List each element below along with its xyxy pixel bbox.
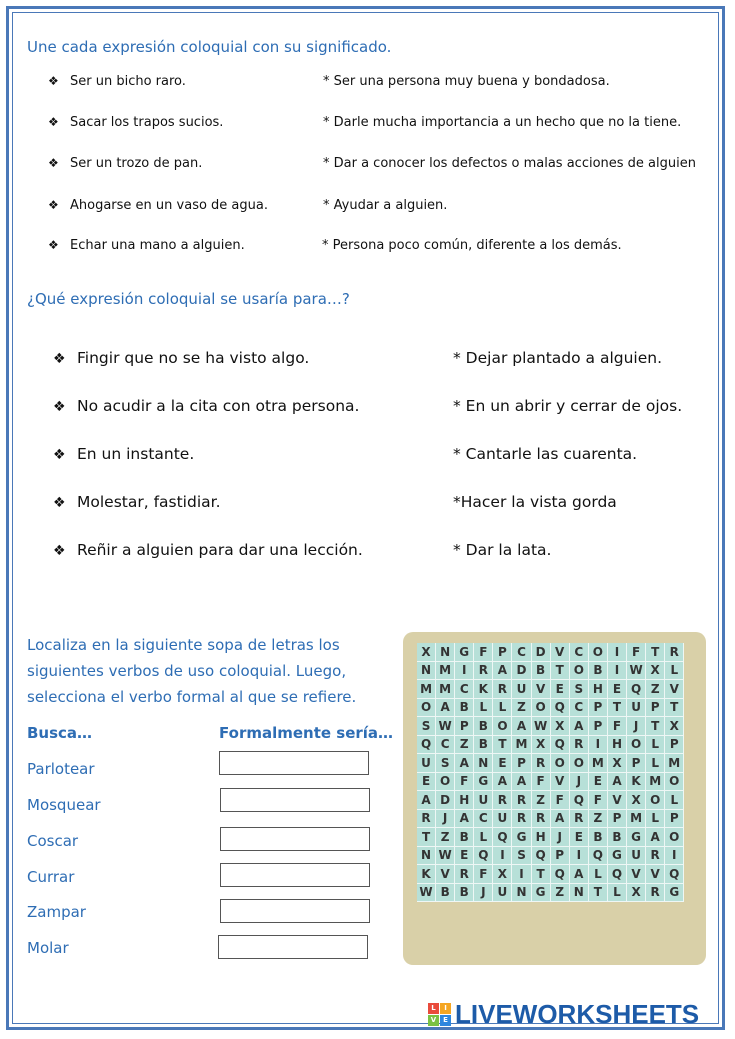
wordsearch-cell[interactable]: X [608, 754, 627, 773]
wordsearch-cell[interactable]: G [627, 828, 646, 847]
wordsearch-cell[interactable]: U [627, 847, 646, 866]
wordsearch-cell[interactable]: P [646, 699, 665, 718]
section1-left-item: ❖ Ser un bicho raro. [48, 74, 186, 89]
wordsearch-cell[interactable]: R [512, 810, 531, 829]
section1-right-item: * Dar a conocer los defectos o malas acciones de alguien [323, 156, 696, 171]
wordsearch-cell[interactable]: M [436, 680, 455, 699]
wordsearch-cell[interactable]: A [493, 773, 512, 792]
wordsearch-cell[interactable]: O [493, 717, 512, 736]
word-label-mosquear: Mosquear [27, 796, 101, 814]
wordsearch-cell[interactable]: V [551, 643, 570, 662]
wordsearch-cell[interactable]: U [627, 699, 646, 718]
wordsearch-cell[interactable]: L [474, 828, 493, 847]
wordsearch-cell[interactable]: Q [627, 680, 646, 699]
wordsearch-cell[interactable]: J [436, 810, 455, 829]
wordsearch-cell[interactable]: K [417, 865, 436, 884]
wordsearch-cell[interactable]: J [551, 828, 570, 847]
wordsearch-cell[interactable]: T [665, 699, 684, 718]
wordsearch-cell[interactable]: M [436, 662, 455, 681]
wordsearch-cell[interactable]: U [512, 680, 531, 699]
wordsearch-cell[interactable]: E [455, 847, 474, 866]
wordsearch-cell[interactable]: T [493, 736, 512, 755]
wordsearch-cell[interactable]: W [627, 662, 646, 681]
wordsearch-cell[interactable]: P [455, 717, 474, 736]
answer-select-mosquear[interactable] [220, 788, 370, 812]
diamond-bullet-icon: ❖ [48, 115, 59, 129]
wordsearch-cell[interactable]: W [436, 847, 455, 866]
wordsearch-cell[interactable]: I [608, 643, 627, 662]
wordsearch-panel [403, 632, 706, 965]
wordsearch-cell[interactable]: P [512, 754, 531, 773]
wordsearch-cell[interactable]: G [532, 884, 551, 903]
wordsearch-cell[interactable]: U [493, 884, 512, 903]
section3-instructions-line: selecciona el verbo formal al que se refiere. [27, 688, 357, 706]
wordsearch-cell[interactable]: N [417, 662, 436, 681]
wordsearch-cell[interactable]: L [646, 754, 665, 773]
wordsearch-cell[interactable]: X [551, 717, 570, 736]
wordsearch-cell[interactable]: V [646, 865, 665, 884]
logo-icon-letter: I [440, 1003, 451, 1014]
wordsearch-cell[interactable]: X [627, 791, 646, 810]
answer-select-currar[interactable] [220, 863, 370, 887]
wordsearch-cell[interactable]: W [417, 884, 436, 903]
wordsearch-cell[interactable]: B [474, 736, 493, 755]
answer-select-coscar[interactable] [220, 827, 370, 851]
wordsearch-cell[interactable]: A [455, 810, 474, 829]
wordsearch-cell[interactable]: S [570, 680, 589, 699]
wordsearch-cell[interactable]: O [417, 699, 436, 718]
wordsearch-cell[interactable]: H [455, 791, 474, 810]
section2-right-item: * Dar la lata. [453, 541, 552, 559]
wordsearch-cell[interactable]: E [417, 773, 436, 792]
wordsearch-cell[interactable]: I [665, 847, 684, 866]
wordsearch-cell[interactable]: X [627, 884, 646, 903]
diamond-bullet-icon: ❖ [53, 447, 66, 463]
wordsearch-cell[interactable]: F [455, 773, 474, 792]
wordsearch-cell[interactable]: A [455, 754, 474, 773]
wordsearch-cell[interactable]: P [551, 847, 570, 866]
wordsearch-cell[interactable]: Q [589, 847, 608, 866]
wordsearch-cell[interactable]: B [436, 884, 455, 903]
wordsearch-cell[interactable]: L [665, 662, 684, 681]
wordsearch-cell[interactable]: R [532, 810, 551, 829]
wordsearch-cell[interactable]: F [608, 717, 627, 736]
wordsearch-cell[interactable]: M [665, 754, 684, 773]
wordsearch-cell[interactable]: G [512, 828, 531, 847]
wordsearch-cell[interactable]: C [436, 736, 455, 755]
wordsearch-cell[interactable]: A [493, 662, 512, 681]
wordsearch-cell[interactable]: B [455, 828, 474, 847]
wordsearch-cell[interactable]: V [627, 865, 646, 884]
logo-icon-letter: E [440, 1015, 451, 1026]
section2-left-item: ❖ Reñir a alguien para dar una lección. [53, 541, 363, 559]
wordsearch-cell[interactable]: F [627, 643, 646, 662]
wordsearch-cell[interactable]: Q [493, 828, 512, 847]
word-label-zampar: Zampar [27, 903, 86, 921]
wordsearch-cell[interactable]: D [436, 791, 455, 810]
wordsearch-cell[interactable]: C [570, 699, 589, 718]
wordsearch-cell[interactable]: R [646, 847, 665, 866]
wordsearch-cell[interactable]: C [512, 643, 531, 662]
wordsearch-cell[interactable]: G [474, 773, 493, 792]
wordsearch-cell[interactable]: M [646, 773, 665, 792]
wordsearch-cell[interactable]: H [532, 828, 551, 847]
wordsearch-cell[interactable]: P [665, 736, 684, 755]
answer-select-molar[interactable] [218, 935, 368, 959]
diamond-bullet-icon: ❖ [53, 495, 66, 511]
wordsearch-cell[interactable]: P [608, 810, 627, 829]
wordsearch-cell[interactable]: N [512, 884, 531, 903]
wordsearch-cell[interactable]: V [551, 773, 570, 792]
wordsearch-cell[interactable]: E [589, 773, 608, 792]
section1-right-item: * Darle mucha importancia a un hecho que no la tiene. [323, 115, 682, 130]
wordsearch-cell[interactable]: G [665, 884, 684, 903]
wordsearch-cell[interactable]: R [665, 643, 684, 662]
wordsearch-cell[interactable]: Q [665, 865, 684, 884]
wordsearch-cell[interactable]: J [474, 884, 493, 903]
wordsearch-cell[interactable]: E [551, 680, 570, 699]
wordsearch-cell[interactable]: L [665, 791, 684, 810]
section1-right-item: * Persona poco común, diferente a los demás. [322, 238, 622, 253]
wordsearch-cell[interactable]: P [627, 754, 646, 773]
wordsearch-cell[interactable]: O [532, 699, 551, 718]
wordsearch-cell[interactable]: I [493, 847, 512, 866]
wordsearch-cell[interactable]: J [570, 773, 589, 792]
section1-left-item: ❖ Echar una mano a alguien. [48, 238, 245, 253]
word-label-parlotear: Parlotear [27, 760, 95, 778]
wordsearch-cell[interactable]: W [532, 717, 551, 736]
wordsearch-cell[interactable]: P [589, 699, 608, 718]
diamond-bullet-icon: ❖ [48, 74, 59, 88]
section2-title: ¿Qué expresión coloquial se usaría para…? [27, 290, 350, 308]
wordsearch-cell[interactable]: V [608, 791, 627, 810]
wordsearch-cell[interactable]: Q [532, 847, 551, 866]
wordsearch-cell[interactable]: C [455, 680, 474, 699]
wordsearch-cell[interactable]: Z [589, 810, 608, 829]
wordsearch-cell[interactable]: E [493, 754, 512, 773]
wordsearch-cell[interactable]: V [665, 680, 684, 699]
wordsearch-cell[interactable]: R [493, 680, 512, 699]
section3-instructions-line: siguientes verbos de uso coloquial. Luego, [27, 662, 347, 680]
diamond-bullet-icon: ❖ [53, 543, 66, 559]
wordsearch-cell[interactable]: C [570, 643, 589, 662]
liveworksheets-logo-icon [428, 1003, 451, 1026]
wordsearch-cell[interactable]: I [589, 736, 608, 755]
wordsearch-cell[interactable]: R [512, 791, 531, 810]
wordsearch-cell[interactable]: X [532, 736, 551, 755]
section2-left-item: ❖ Molestar, fastidiar. [53, 493, 221, 511]
wordsearch-cell[interactable]: G [608, 847, 627, 866]
wordsearch-cell[interactable]: R [493, 791, 512, 810]
wordsearch-cell[interactable]: A [436, 699, 455, 718]
word-label-coscar: Coscar [27, 832, 79, 850]
wordsearch-cell[interactable]: F [532, 773, 551, 792]
wordsearch-cell[interactable]: A [570, 717, 589, 736]
wordsearch-cell[interactable]: T [646, 643, 665, 662]
wordsearch-cell[interactable]: B [455, 699, 474, 718]
wordsearch-cell[interactable]: Z [646, 680, 665, 699]
wordsearch-cell[interactable]: M [627, 810, 646, 829]
wordsearch-cell[interactable]: F [589, 791, 608, 810]
section1-right-item: * Ser una persona muy buena y bondadosa. [323, 74, 610, 89]
section2-left-item: ❖ Fingir que no se ha visto algo. [53, 349, 310, 367]
wordsearch-cell[interactable]: N [417, 847, 436, 866]
logo-icon-letter: L [428, 1003, 439, 1014]
wordsearch-cell[interactable]: P [665, 810, 684, 829]
wordsearch-cell[interactable]: B [589, 662, 608, 681]
wordsearch-cell[interactable]: V [436, 865, 455, 884]
section2-left-item: ❖ En un instante. [53, 445, 195, 463]
wordsearch-cell[interactable]: T [589, 884, 608, 903]
wordsearch-cell[interactable]: A [512, 717, 531, 736]
wordsearch-cell[interactable]: N [570, 884, 589, 903]
wordsearch-cell[interactable]: A [646, 828, 665, 847]
wordsearch-cell[interactable]: A [570, 865, 589, 884]
wordsearch-cell[interactable]: M [417, 680, 436, 699]
wordsearch-cell[interactable]: K [627, 773, 646, 792]
answer-select-zampar[interactable] [220, 899, 370, 923]
wordsearch-cell[interactable]: I [455, 662, 474, 681]
section1-left-item: ❖ Ahogarse en un vaso de agua. [48, 198, 268, 213]
wordsearch-cell[interactable]: U [417, 754, 436, 773]
wordsearch-cell[interactable]: Q [551, 865, 570, 884]
wordsearch-cell[interactable]: B [474, 717, 493, 736]
diamond-bullet-icon: ❖ [48, 238, 59, 252]
wordsearch-cell[interactable]: A [417, 791, 436, 810]
wordsearch-cell[interactable]: Z [512, 699, 531, 718]
wordsearch-cell[interactable]: X [665, 717, 684, 736]
section3-instructions-line: Localiza en la siguiente sopa de letras los [27, 636, 340, 654]
section1-title: Une cada expresión coloquial con su significado. [27, 38, 392, 56]
wordsearch-cell[interactable]: N [436, 643, 455, 662]
wordsearch-cell[interactable]: B [455, 884, 474, 903]
wordsearch-grid [417, 643, 684, 902]
wordsearch-cell[interactable]: B [608, 828, 627, 847]
wordsearch-cell[interactable]: O [551, 754, 570, 773]
wordsearch-cell[interactable]: I [512, 865, 531, 884]
wordsearch-cell[interactable]: T [551, 662, 570, 681]
wordsearch-cell[interactable]: O [646, 791, 665, 810]
diamond-bullet-icon: ❖ [53, 351, 66, 367]
wordsearch-cell[interactable]: L [474, 699, 493, 718]
wordsearch-cell[interactable]: R [570, 810, 589, 829]
wordsearch-cell[interactable]: F [551, 791, 570, 810]
wordsearch-cell[interactable]: Z [551, 884, 570, 903]
wordsearch-cell[interactable]: S [417, 717, 436, 736]
wordsearch-cell[interactable]: O [436, 773, 455, 792]
wordsearch-cell[interactable]: A [551, 810, 570, 829]
wordsearch-cell[interactable]: R [474, 662, 493, 681]
wordsearch-cell[interactable]: Q [474, 847, 493, 866]
wordsearch-cell[interactable]: O [570, 754, 589, 773]
diamond-bullet-icon: ❖ [53, 399, 66, 415]
wordsearch-cell[interactable]: L [589, 865, 608, 884]
wordsearch-cell[interactable]: R [570, 736, 589, 755]
col-header-formal: Formalmente sería… [219, 724, 394, 742]
wordsearch-cell[interactable]: D [512, 662, 531, 681]
wordsearch-cell[interactable]: U [493, 810, 512, 829]
wordsearch-cell[interactable]: E [570, 828, 589, 847]
wordsearch-cell[interactable]: Q [608, 865, 627, 884]
wordsearch-cell[interactable]: R [455, 865, 474, 884]
logo-icon-letter: V [428, 1015, 439, 1026]
wordsearch-cell[interactable]: V [532, 680, 551, 699]
col-header-search: Busca… [27, 724, 93, 742]
wordsearch-cell[interactable]: O [665, 773, 684, 792]
section2-right-item: * Dejar plantado a alguien. [453, 349, 663, 367]
wordsearch-cell[interactable]: H [608, 736, 627, 755]
wordsearch-cell[interactable]: P [589, 717, 608, 736]
liveworksheets-logo [428, 998, 699, 1030]
wordsearch-cell[interactable]: P [493, 643, 512, 662]
wordsearch-cell[interactable]: A [512, 773, 531, 792]
wordsearch-cell[interactable]: F [474, 865, 493, 884]
wordsearch-cell[interactable]: Z [436, 828, 455, 847]
wordsearch-cell[interactable]: X [646, 662, 665, 681]
wordsearch-cell[interactable]: L [608, 884, 627, 903]
wordsearch-cell[interactable]: O [589, 643, 608, 662]
wordsearch-cell[interactable]: K [474, 680, 493, 699]
wordsearch-cell[interactable]: I [570, 847, 589, 866]
diamond-bullet-icon: ❖ [48, 156, 59, 170]
wordsearch-cell[interactable]: T [608, 699, 627, 718]
wordsearch-cell[interactable]: S [436, 754, 455, 773]
wordsearch-cell[interactable]: A [608, 773, 627, 792]
wordsearch-cell[interactable]: Q [551, 736, 570, 755]
wordsearch-cell[interactable]: C [474, 810, 493, 829]
wordsearch-cell[interactable]: O [627, 736, 646, 755]
wordsearch-cell[interactable]: X [493, 865, 512, 884]
answer-select-parlotear[interactable] [219, 751, 369, 775]
wordsearch-cell[interactable]: G [455, 643, 474, 662]
section2-right-item: *Hacer la vista gorda [453, 493, 617, 511]
wordsearch-cell[interactable]: Z [532, 791, 551, 810]
word-label-molar: Molar [27, 939, 69, 957]
wordsearch-cell[interactable]: W [436, 717, 455, 736]
wordsearch-cell[interactable]: T [532, 865, 551, 884]
wordsearch-cell[interactable]: R [417, 810, 436, 829]
wordsearch-cell[interactable]: B [532, 662, 551, 681]
wordsearch-cell[interactable]: D [532, 643, 551, 662]
section1-right-item: * Ayudar a alguien. [323, 198, 448, 213]
wordsearch-cell[interactable]: S [512, 847, 531, 866]
section2-right-item: * Cantarle las cuarenta. [453, 445, 638, 463]
wordsearch-cell[interactable]: R [532, 754, 551, 773]
wordsearch-cell[interactable]: Q [551, 699, 570, 718]
section2-right-item: * En un abrir y cerrar de ojos. [453, 397, 683, 415]
section1-left-item: ❖ Sacar los trapos sucios. [48, 115, 224, 130]
wordsearch-cell[interactable]: U [474, 791, 493, 810]
wordsearch-cell[interactable]: J [627, 717, 646, 736]
wordsearch-cell[interactable]: L [646, 736, 665, 755]
wordsearch-cell[interactable]: T [646, 717, 665, 736]
logo-text: LIVEWORKSHEETS [455, 998, 700, 1029]
wordsearch-cell[interactable]: M [512, 736, 531, 755]
wordsearch-cell[interactable]: E [608, 680, 627, 699]
wordsearch-cell[interactable]: R [646, 884, 665, 903]
wordsearch-cell[interactable]: F [474, 643, 493, 662]
wordsearch-cell[interactable]: O [665, 828, 684, 847]
section1-left-item: ❖ Ser un trozo de pan. [48, 156, 203, 171]
wordsearch-cell[interactable]: H [589, 680, 608, 699]
wordsearch-cell[interactable]: I [608, 662, 627, 681]
wordsearch-cell[interactable]: N [474, 754, 493, 773]
wordsearch-cell[interactable]: T [417, 828, 436, 847]
wordsearch-cell[interactable]: L [493, 699, 512, 718]
wordsearch-cell[interactable]: Q [417, 736, 436, 755]
word-label-currar: Currar [27, 868, 75, 886]
wordsearch-cell[interactable]: Z [455, 736, 474, 755]
diamond-bullet-icon: ❖ [48, 198, 59, 212]
section2-left-item: ❖ No acudir a la cita con otra persona. [53, 397, 360, 415]
wordsearch-cell[interactable]: Q [570, 791, 589, 810]
wordsearch-cell[interactable]: L [646, 810, 665, 829]
wordsearch-cell[interactable]: B [589, 828, 608, 847]
wordsearch-cell[interactable]: O [570, 662, 589, 681]
wordsearch-cell[interactable]: X [417, 643, 436, 662]
wordsearch-cell[interactable]: M [589, 754, 608, 773]
